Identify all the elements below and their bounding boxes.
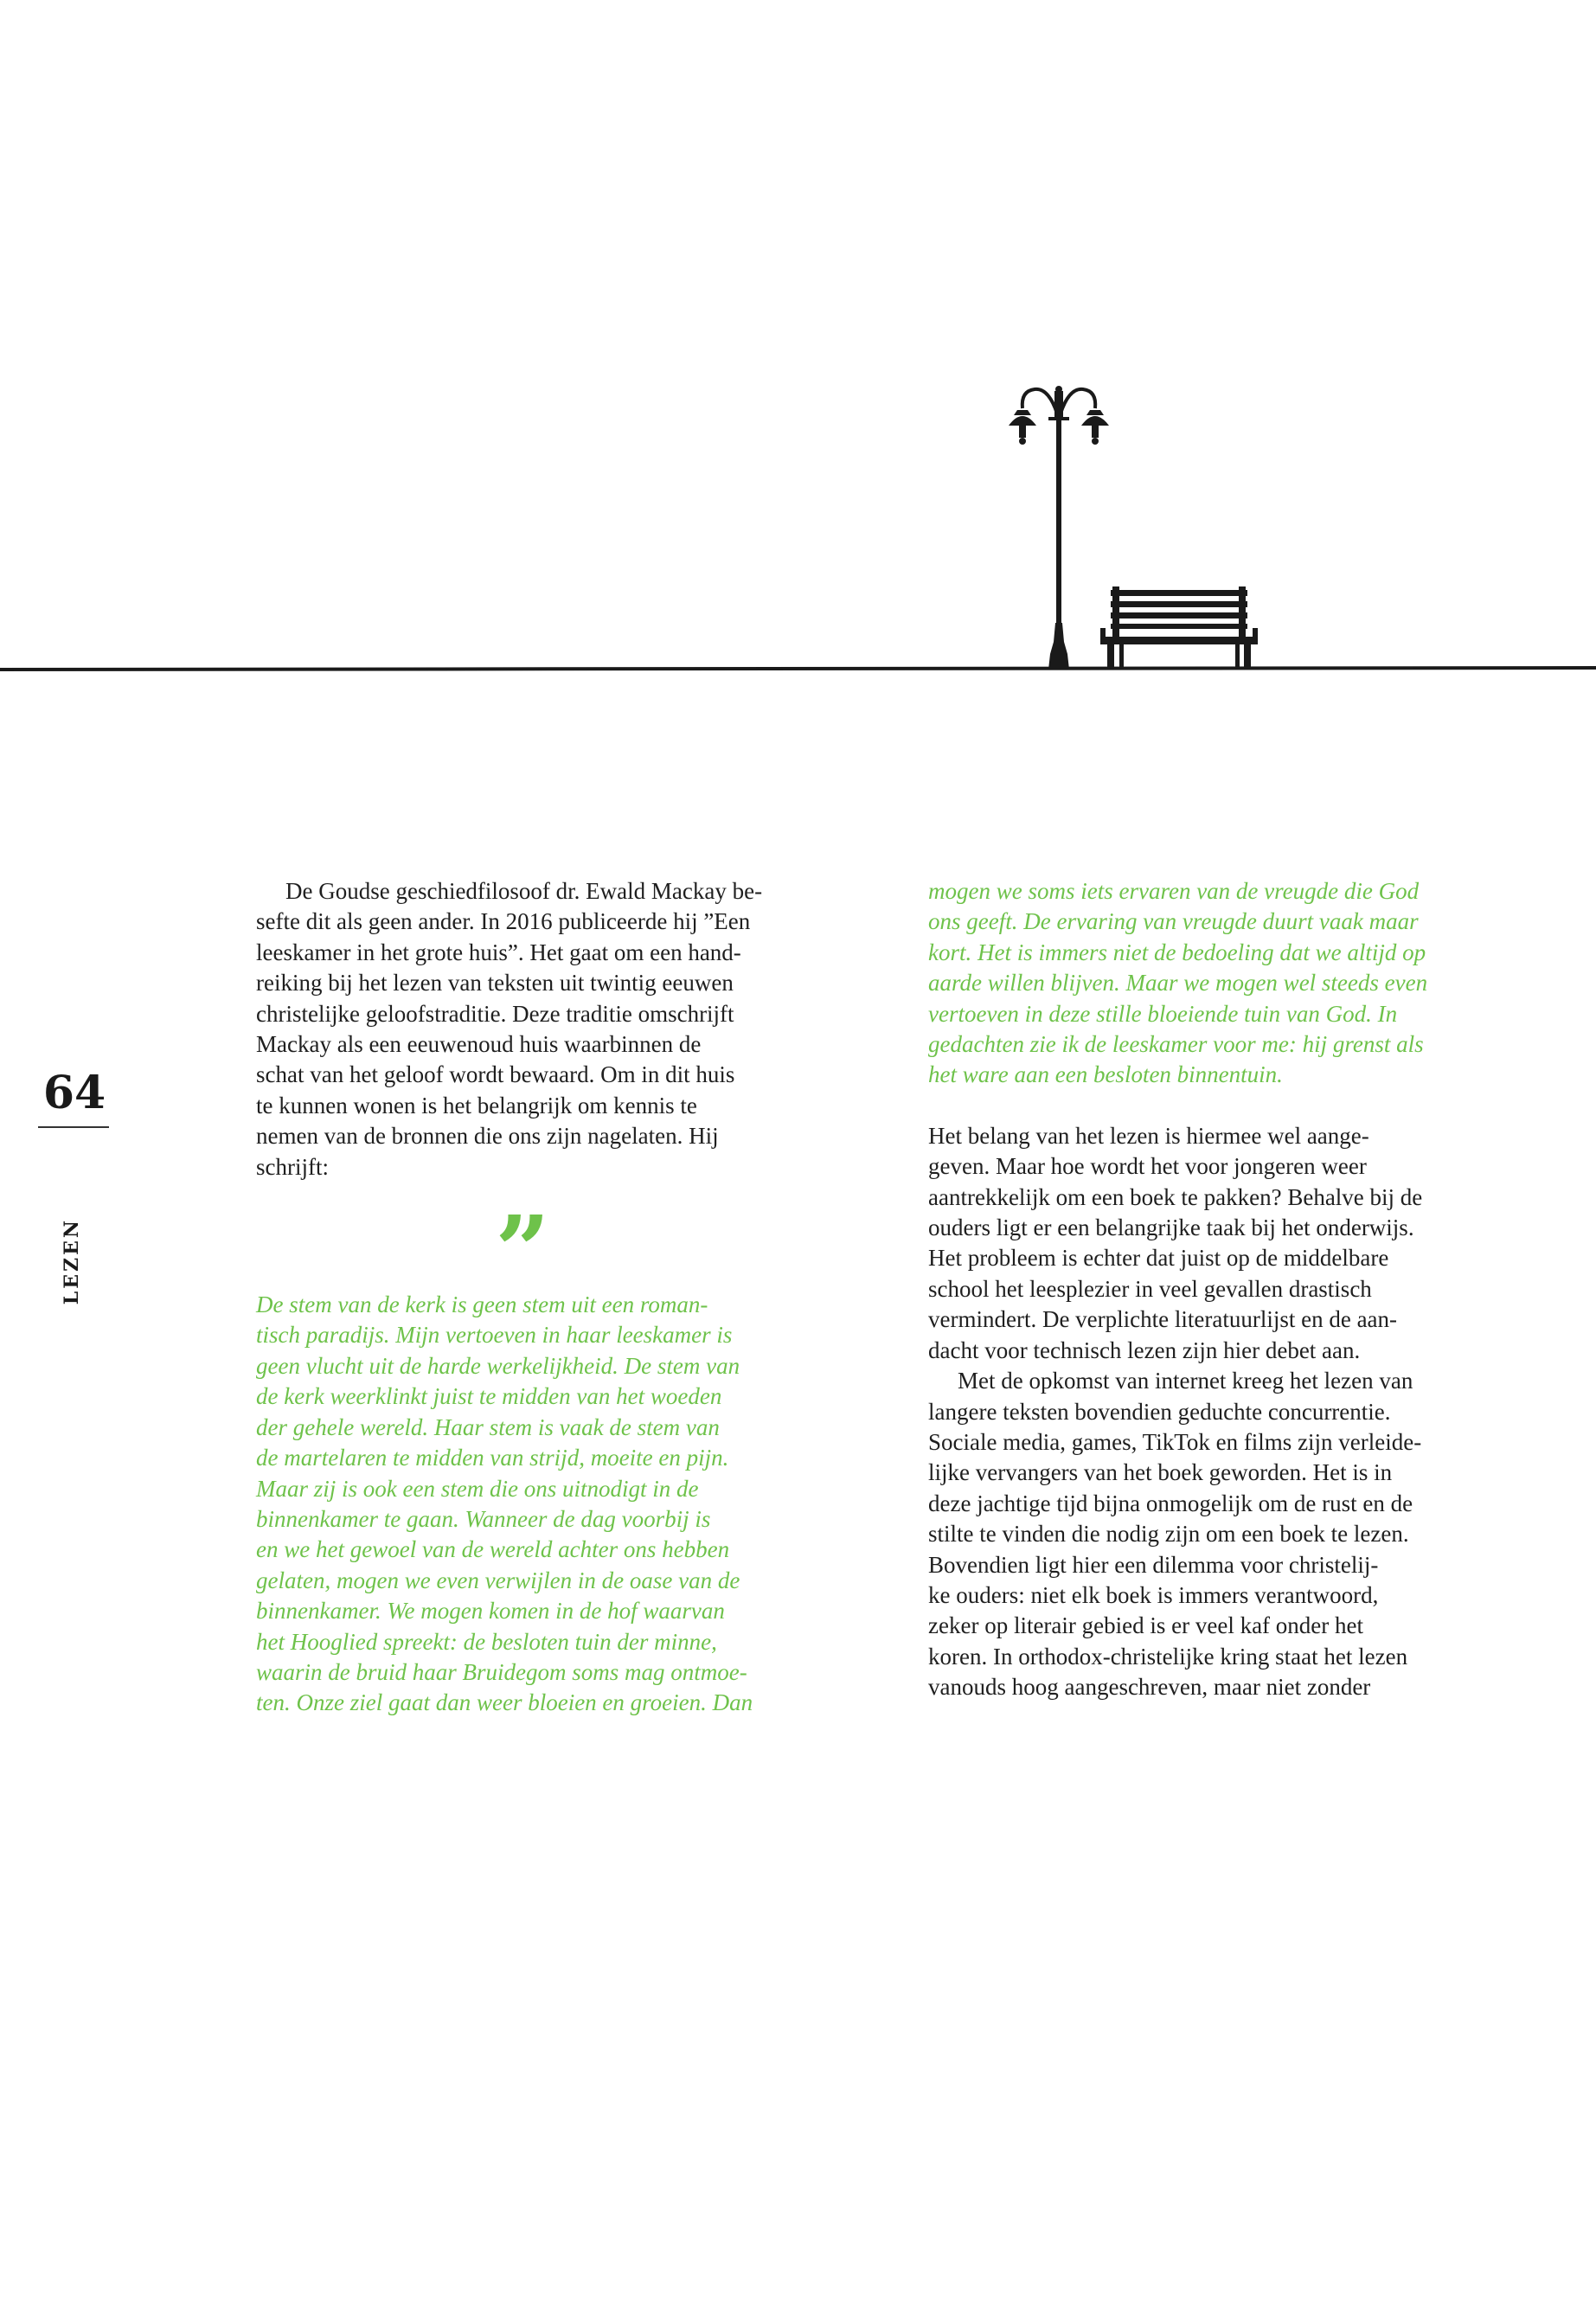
quote-line: binnenkamer. We mogen komen in de hof waarvan [256, 1598, 725, 1625]
text-line: Het probleem is echter dat juist op de middelbare [928, 1245, 1389, 1272]
text-line: ouders ligt er een belangrijke taak bij het onderwijs. [928, 1215, 1414, 1241]
text-line: te kunnen wonen is het belangrijk om kennis te [256, 1092, 697, 1118]
quote-line: aarde willen blijven. Maar we mogen wel steeds even [928, 970, 1428, 997]
text-line: deze jachtige tijd bijna onmogelijk om de rust en de [928, 1490, 1413, 1516]
text-line: leeskamer in het grote huis”. Het gaat om een hand- [256, 939, 741, 965]
text-line: geven. Maar hoe wordt het voor jongeren weer [928, 1153, 1367, 1180]
bench-icon [1100, 586, 1258, 670]
text-line: lijke vervangers van het boek geworden. Het is in [928, 1459, 1393, 1486]
paragraph-gap [928, 1091, 1456, 1121]
text-line: Met de opkomst van internet kreeg het lezen van [958, 1368, 1413, 1394]
quote-line: het Hooglied spreekt: de besloten tuin der minne, [256, 1628, 717, 1655]
quote-line: ten. Onze ziel gaat dan weer bloeien en groeien. Dan [256, 1689, 753, 1716]
quote-line: vertoeven in deze stille bloeiende tuin van God. In [928, 1000, 1398, 1027]
text-line: reiking bij het lezen van teksten uit twintig eeuwen [256, 970, 734, 997]
quote-line: De stem van de kerk is geen stem uit een roman- [256, 1292, 708, 1318]
horizon-line [0, 667, 1596, 670]
text-line: vermindert. De verplichte literatuurlijst en de aan- [928, 1306, 1398, 1333]
quote-line: binnenkamer te gaan. Wanneer de dag voorbij is [256, 1505, 711, 1532]
text-line: school het leesplezier in veel gevallen drastisch [928, 1275, 1372, 1302]
quote-line: mogen we soms iets ervaren van de vreugde die God [928, 878, 1420, 904]
page-number-divider [38, 1126, 109, 1128]
quote-mark-icon: ” [495, 1195, 547, 1307]
right-column [928, 876, 1456, 1703]
text-line: ke ouders: niet elk boek is immers verantwoord, [928, 1581, 1379, 1608]
text-line: Bovendien ligt hier een dilemma voor christelij- [928, 1551, 1379, 1578]
section-label-container [61, 1218, 87, 1313]
page-number: 64 [42, 1067, 106, 1119]
quote-block [256, 1290, 785, 1719]
quote-line: kort. Het is immers niet de bedoeling dat we altijd op [928, 939, 1426, 965]
text-line: christelijke geloofstraditie. Deze traditie omschrijft [256, 1000, 734, 1027]
text-line: De Goudse geschiedfilosoof dr. Ewald Mackay be- [285, 878, 763, 904]
text-line: sefte dit als geen ander. In 2016 publiceerde hij ”Een [256, 908, 751, 935]
quote-line: het ware aan een besloten binnentuin. [928, 1061, 1283, 1088]
quote-line: de kerk weerklinkt juist te midden van het woeden [256, 1383, 722, 1410]
quote-line: Maar zij is ook een stem die ons uitnodigt in de [256, 1475, 699, 1502]
quote-line: ons geeft. De ervaring van vreugde duurt vaak maar [928, 908, 1419, 935]
text-line: schrijft: [256, 1153, 329, 1180]
text-line: Sociale media, games, TikTok en films zijn verleide- [928, 1428, 1422, 1455]
quote-line: gelaten, mogen we even verwijlen in de oase van de [256, 1567, 740, 1593]
lamp-and-bench-illustration [0, 363, 1596, 683]
body-paragraph-1 [256, 876, 785, 1183]
quote-line: tisch paradijs. Mijn vertoeven in haar leeskamer is [256, 1322, 733, 1349]
text-line: nemen van de bronnen die ons zijn nagelaten. Hij [256, 1123, 719, 1150]
text-line: stilte te vinden die nodig zijn om een boek te lezen. [928, 1521, 1409, 1548]
text-line: langere teksten bovendien geduchte concurrentie. [928, 1398, 1391, 1425]
text-line: Het belang van het lezen is hiermee wel aange- [928, 1122, 1369, 1149]
text-line: aantrekkelijk om een boek te pakken? Behalve bij de [928, 1183, 1423, 1210]
quote-block-continued [928, 876, 1456, 1091]
text-line: zeker op literair gebied is er veel kaf onder het [928, 1612, 1364, 1639]
quote-line: de martelaren te midden van strijd, moeite en pijn. [256, 1445, 729, 1471]
street-lamp-icon [1009, 386, 1109, 670]
quote-line: gedachten zie ik de leeskamer voor me: hij grenst als [928, 1031, 1424, 1058]
text-line: schat van het geloof wordt bewaard. Om in dit huis [256, 1061, 735, 1088]
text-line: dacht voor technisch lezen zijn hier debet aan. [928, 1336, 1361, 1363]
text-line: vanouds hoog aangeschreven, maar niet zonder [928, 1674, 1371, 1701]
left-column [256, 876, 785, 1719]
text-line: koren. In orthodox-christelijke kring staat het lezen [928, 1643, 1408, 1670]
text-line: Mackay als een eeuwenoud huis waarbinnen de [256, 1031, 702, 1058]
body-paragraph-2 [928, 1121, 1456, 1366]
quote-line: waarin de bruid haar Bruidegom soms mag ontmoe- [256, 1658, 747, 1685]
quote-line: en we het gewoel van de wereld achter ons hebben [256, 1536, 730, 1563]
quote-line: der gehele wereld. Haar stem is vaak de stem van [256, 1413, 720, 1440]
section-label: LEZEN [61, 1218, 83, 1305]
quote-line: geen vlucht uit de harde werkelijkheid. De stem van [256, 1352, 740, 1379]
body-paragraph-3 [928, 1366, 1456, 1702]
